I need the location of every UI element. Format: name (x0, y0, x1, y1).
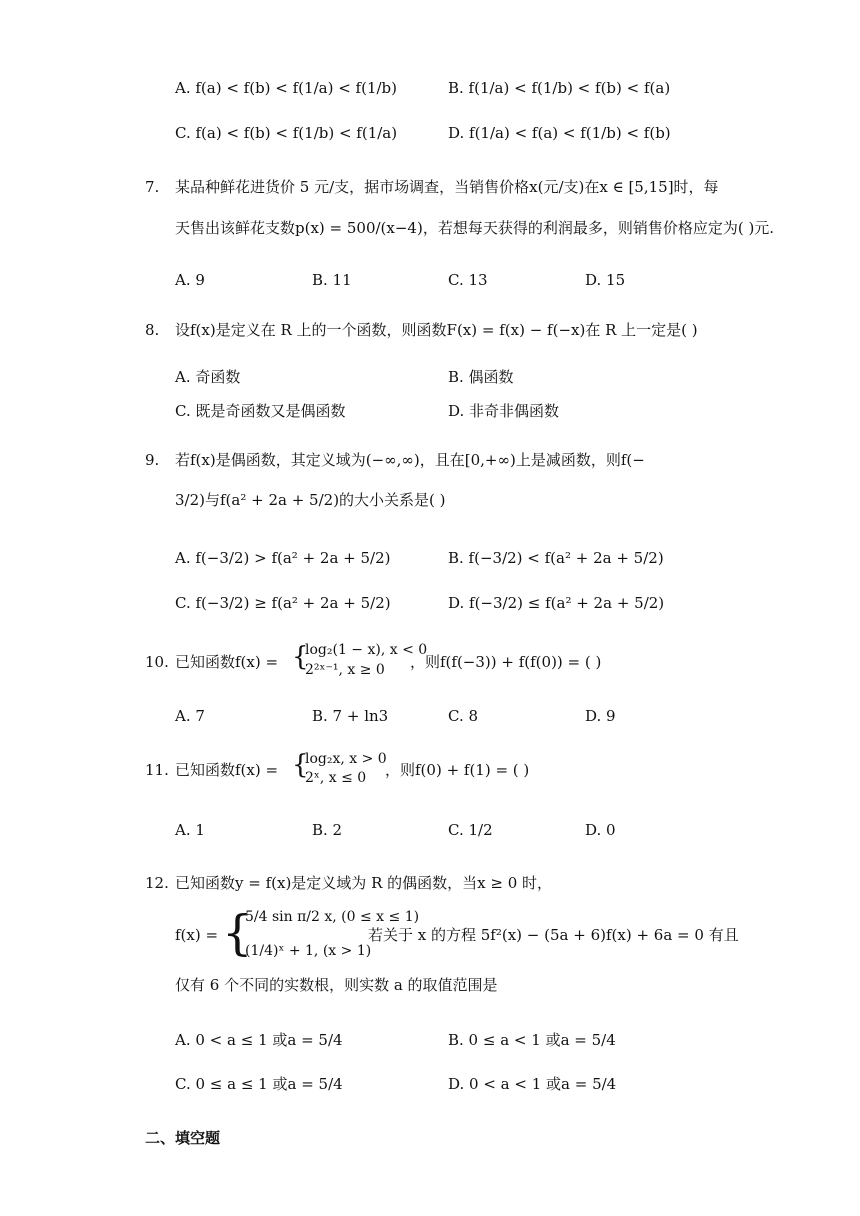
q10-option-b[interactable]: B. 7 + ln3 (312, 707, 389, 725)
q8-option-b[interactable]: B. 偶函数 (448, 368, 514, 386)
q12-case1: 5/4 sin π/2 x, (0 ≤ x ≤ 1) (245, 909, 420, 925)
q9-text-line2: 3/2)与f(a² + 2a + 5/2)的大小关系是( ) (175, 491, 446, 509)
q11-option-c[interactable]: C. 1/2 (448, 821, 493, 839)
q10-option-d[interactable]: D. 9 (585, 707, 616, 725)
q11-case2: 2ˣ, x ≤ 0 (305, 770, 367, 786)
q10-case1: log₂(1 − x), x < 0 (305, 642, 428, 658)
q12-case2: (1/4)ˣ + 1, (x > 1) (245, 943, 372, 959)
q11-brace: { (292, 750, 309, 780)
q7-option-a[interactable]: A. 9 (175, 271, 205, 289)
q10-option-c[interactable]: C. 8 (448, 707, 479, 725)
q10-number: 10. (145, 653, 169, 671)
q12-suffix: 若关于 x 的方程 5f²(x) − (5a + 6)f(x) + 6a = 0 有且 (368, 926, 739, 944)
q11-option-d[interactable]: D. 0 (585, 821, 616, 839)
q7-text-line2: 天售出该鲜花支数p(x) = 500/(x−4)，若想每天获得的利润最多，则销售价格应定为( )元. (175, 219, 775, 237)
q7-option-d[interactable]: D. 15 (585, 271, 626, 289)
q7-number: 7. (145, 178, 160, 196)
q11-option-b[interactable]: B. 2 (312, 821, 343, 839)
q9-option-b[interactable]: B. f(−3/2) < f(a² + 2a + 5/2) (448, 549, 664, 567)
q12-text-line3: 仅有 6 个不同的实数根，则实数 a 的取值范围是 (175, 976, 498, 994)
q7-option-c[interactable]: C. 13 (448, 271, 488, 289)
q9-number: 9. (145, 451, 160, 469)
q12-option-c[interactable]: C. 0 ≤ a ≤ 1 或a = 5/4 (175, 1075, 343, 1093)
q6-option-b[interactable]: B. f(1/a) < f(1/b) < f(b) < f(a) (448, 79, 671, 97)
q9-text-line1: 若f(x)是偶函数，其定义域为(−∞,∞)，且在[0,+∞)上是减函数，则f(− (175, 451, 645, 469)
q10-suffix: ，则f(f(−3)) + f(f(0)) = ( ) (410, 653, 602, 671)
q12-option-d[interactable]: D. 0 < a < 1 或a = 5/4 (448, 1075, 617, 1093)
q10-prefix: 已知函数f(x) = (175, 653, 279, 671)
q10-brace: { (292, 642, 309, 672)
q12-number: 12. (145, 874, 169, 892)
q12-text-line1: 已知函数y = f(x)是定义域为 R 的偶函数，当x ≥ 0 时， (175, 874, 553, 892)
q11-case1: log₂x, x > 0 (305, 751, 387, 767)
section-title: 二、填空题 (145, 1129, 221, 1147)
q11-prefix: 已知函数f(x) = (175, 761, 279, 779)
q9-option-c[interactable]: C. f(−3/2) ≥ f(a² + 2a + 5/2) (175, 594, 391, 612)
q8-text-line1: 设f(x)是定义在 R 上的一个函数，则函数F(x) = f(x) − f(−x)在 R 上一定是( ) (175, 321, 698, 339)
q11-option-a[interactable]: A. 1 (175, 821, 205, 839)
q9-option-d[interactable]: D. f(−3/2) ≤ f(a² + 2a + 5/2) (448, 594, 665, 612)
q12-brace: { (222, 905, 253, 961)
q11-suffix: ，则f(0) + f(1) = ( ) (385, 761, 530, 779)
q11-number: 11. (145, 761, 169, 779)
q8-option-c[interactable]: C. 既是奇函数又是偶函数 (175, 402, 346, 420)
q12-option-a[interactable]: A. 0 < a ≤ 1 或a = 5/4 (175, 1031, 343, 1049)
q10-option-a[interactable]: A. 7 (175, 707, 205, 725)
q8-number: 8. (145, 321, 160, 339)
q8-option-d[interactable]: D. 非奇非偶函数 (448, 402, 560, 420)
q6-option-d[interactable]: D. f(1/a) < f(a) < f(1/b) < f(b) (448, 124, 671, 142)
q6-option-c[interactable]: C. f(a) < f(b) < f(1/b) < f(1/a) (175, 124, 398, 142)
q7-option-b[interactable]: B. 11 (312, 271, 352, 289)
q10-case2: 2²ˣ⁻¹, x ≥ 0 (305, 662, 385, 678)
q9-option-a[interactable]: A. f(−3/2) > f(a² + 2a + 5/2) (175, 549, 391, 567)
q8-option-a[interactable]: A. 奇函数 (175, 368, 241, 386)
q7-text-line1: 某品种鲜花进货价 5 元/支，据市场调查，当销售价格x(元/支)在x ∈ [5,15]时，每 (175, 178, 719, 196)
q12-option-b[interactable]: B. 0 ≤ a < 1 或a = 5/4 (448, 1031, 616, 1049)
q6-option-a[interactable]: A. f(a) < f(b) < f(1/a) < f(1/b) (175, 79, 397, 97)
q12-prefix: f(x) = (175, 926, 219, 944)
